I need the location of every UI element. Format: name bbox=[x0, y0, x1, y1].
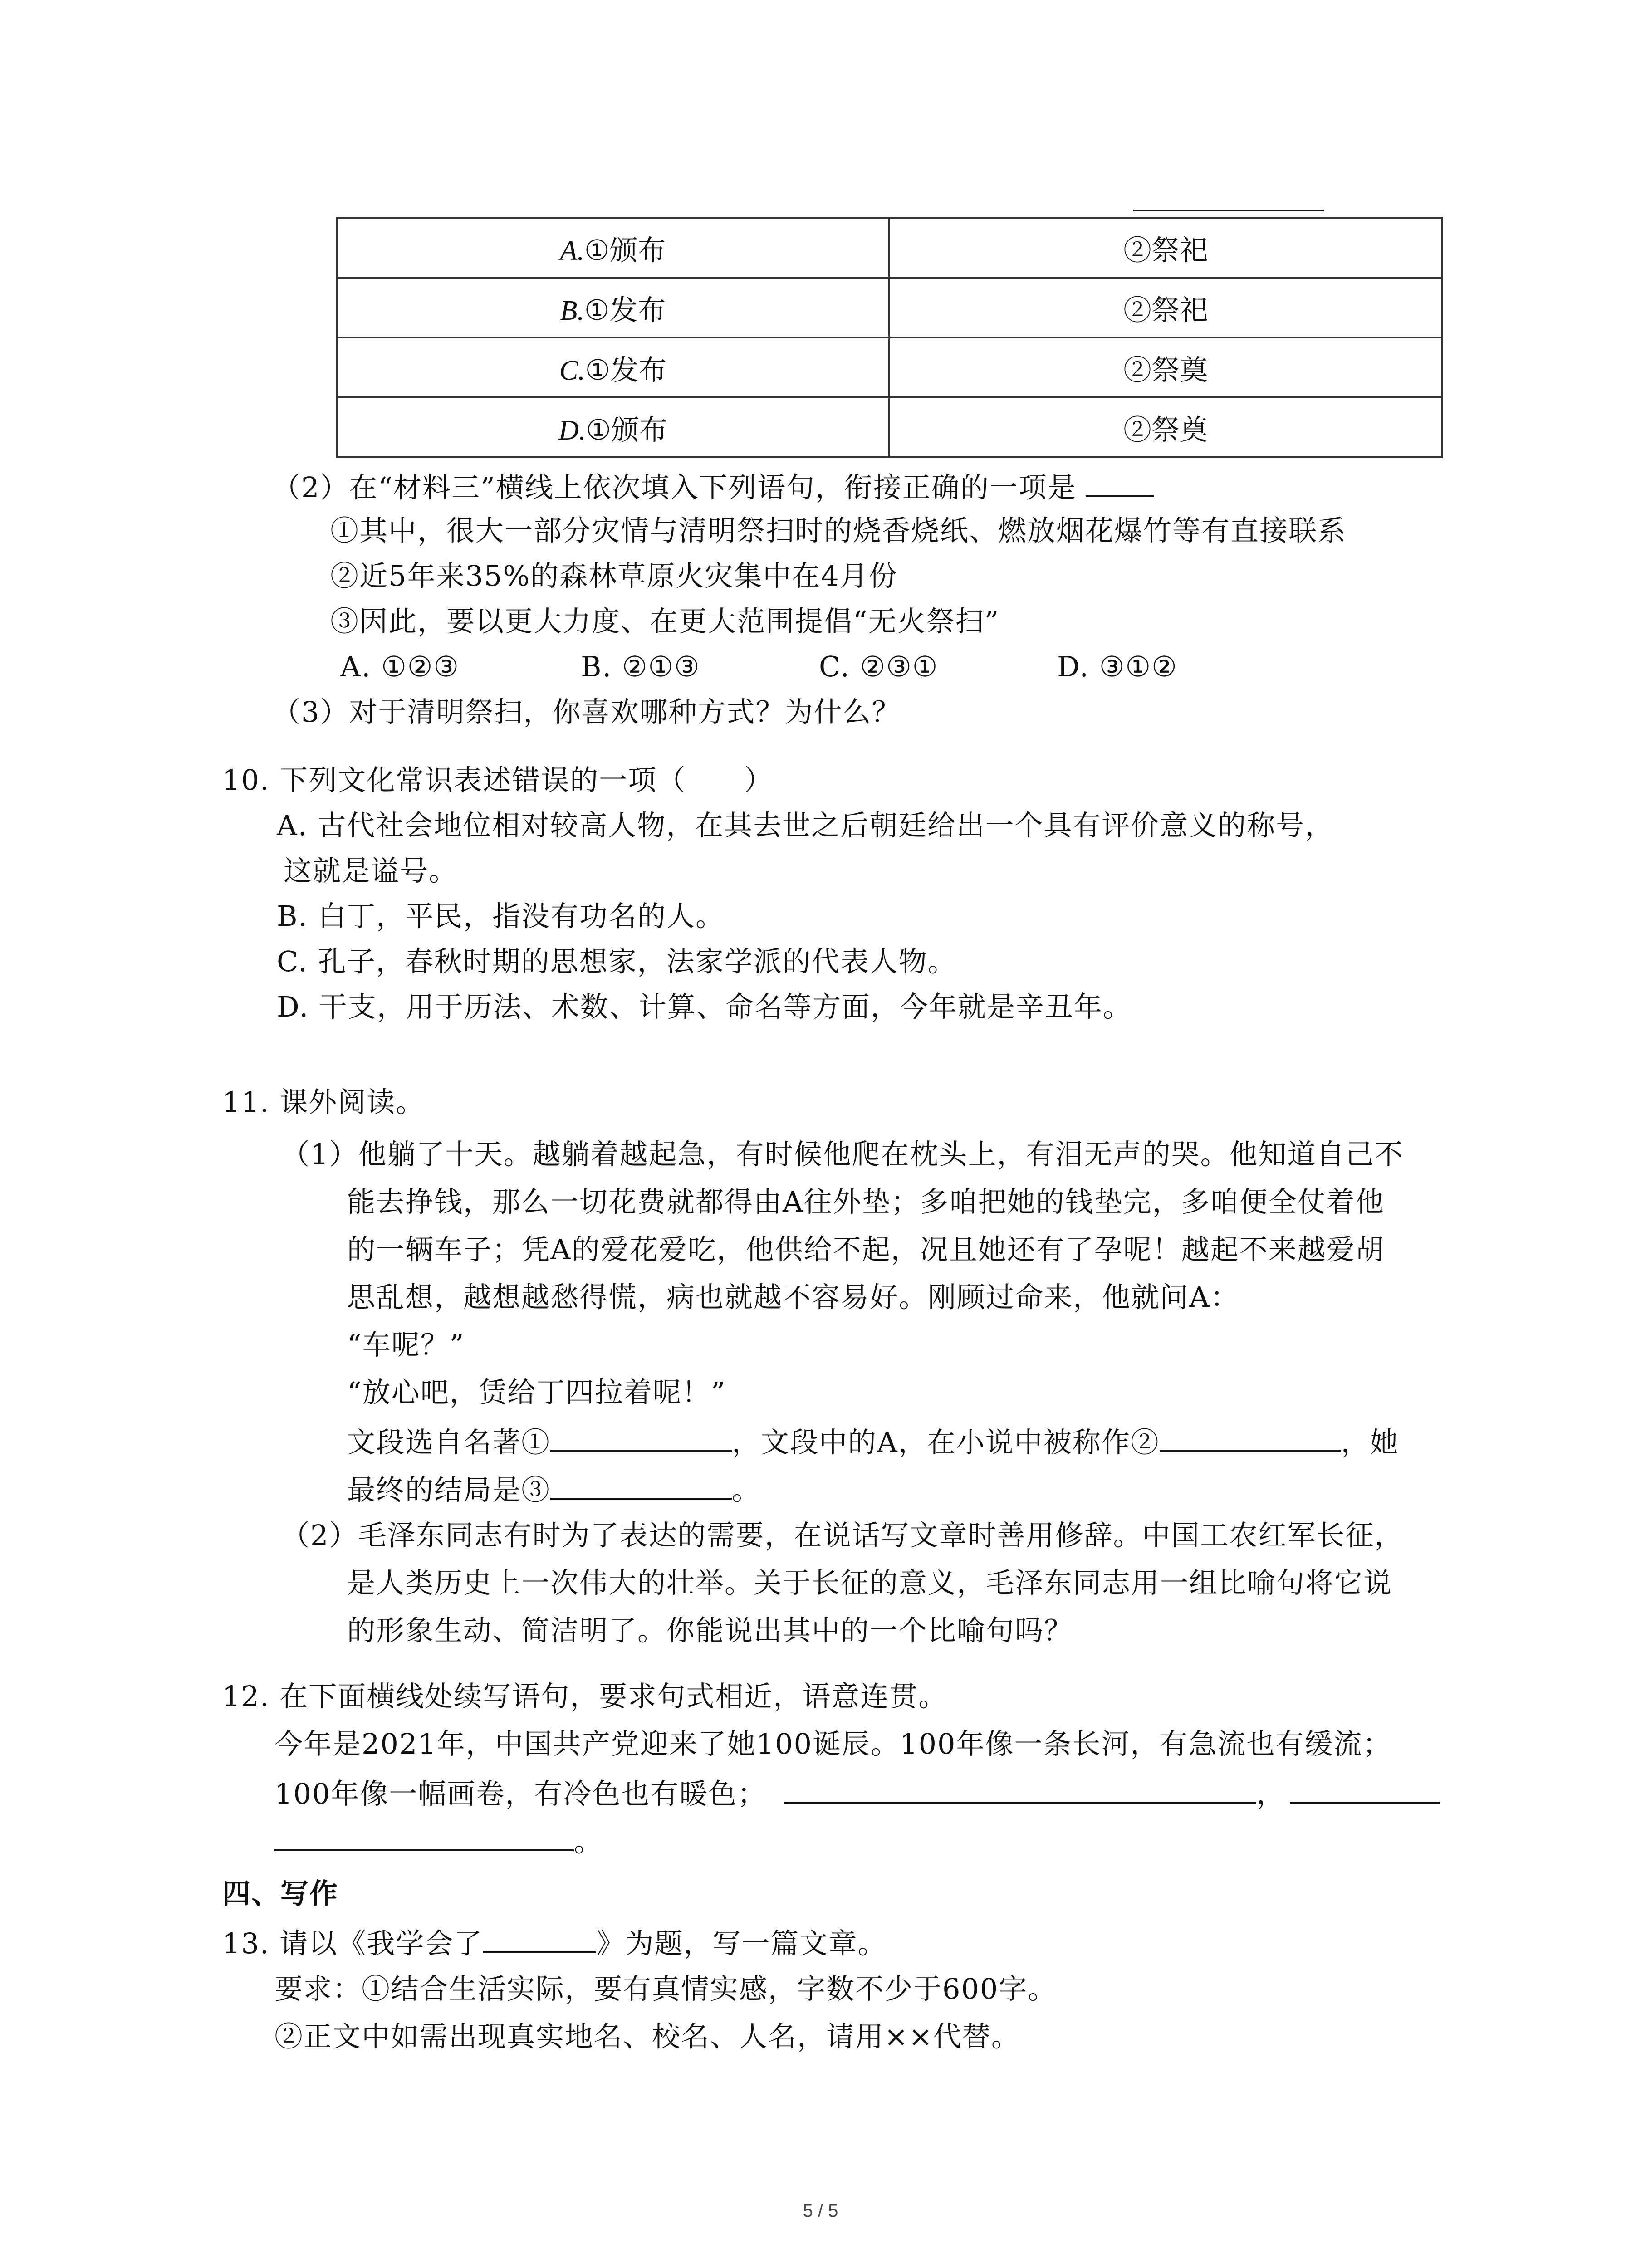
section-heading: 四、写作 bbox=[222, 1877, 339, 1910]
q9-sentence-3: ③因此，要以更大力度、在更大范围提倡“无火祭扫” bbox=[330, 605, 1000, 638]
q13-requirement-1: 要求：①结合生活实际，要有真情实感，字数不少于600字。 bbox=[274, 1972, 1057, 2005]
q9-sentence-1: ①其中，很大一部分灾情与清明祭扫时的烧香烧纸、燃放烟花爆竹等有直接联系 bbox=[330, 514, 1347, 547]
q12-line2: 100年像一幅画卷，有冷色也有暖色； ， bbox=[274, 1774, 1440, 1812]
q10-option-a-cont: 这就是谥号。 bbox=[284, 854, 458, 887]
table-cell: D.①颁布 bbox=[337, 397, 889, 457]
table-cell: ②祭奠 bbox=[889, 397, 1442, 457]
answer-blank bbox=[483, 1923, 596, 1953]
q11-fill-line1: 文段选自名著① ，文段中的A，在小说中被称作② ，她 bbox=[347, 1422, 1399, 1461]
q10-option-a: A. 古代社会地位相对较高人物，在其去世之后朝廷给出一个具有评价意义的称号， bbox=[277, 809, 1334, 842]
answer-blank-line bbox=[1133, 210, 1324, 211]
q9-option-c: C. ②③① bbox=[819, 650, 939, 683]
q11-quote-2: “放心吧，赁给丁四拉着呢！” bbox=[347, 1376, 726, 1409]
answer-blank bbox=[784, 1774, 1256, 1804]
q11-fill-line2: 最终的结局是③ 。 bbox=[347, 1470, 761, 1508]
table-cell: C.①发布 bbox=[337, 337, 889, 397]
q9-sentence-2: ②近5年来35%的森林草原火灾集中在4月份 bbox=[330, 559, 898, 592]
q9-option-d: D. ③①② bbox=[1057, 650, 1178, 683]
q11-p1-line3: 的一辆车子；凭A的爱花爱吃，他供给不起，况且她还有了孕呢！越起不来越爱胡 bbox=[347, 1233, 1385, 1266]
q13-stem: 13. 请以《我学会了 》为题，写一篇文章。 bbox=[222, 1923, 887, 1962]
answer-blank bbox=[274, 1821, 574, 1851]
table-cell: ②祭祀 bbox=[889, 278, 1442, 337]
q11-p2-line1: （2）毛泽东同志有时为了表达的需要，在说话写文章时善用修辞。中国工农红军长征， bbox=[281, 1519, 1404, 1552]
q11-p2-line2: 是人类历史上一次伟大的壮举。关于长征的意义，毛泽东同志用一组比喻句将它说 bbox=[347, 1566, 1393, 1599]
table-row bbox=[337, 218, 1442, 278]
q10-stem: 10. 下列文化常识表述错误的一项（ ） bbox=[222, 763, 774, 797]
answer-blank bbox=[550, 1470, 732, 1500]
table-cell: ②祭奠 bbox=[889, 337, 1442, 397]
page-number: 5 / 5 bbox=[803, 2201, 838, 2221]
table-row bbox=[337, 278, 1442, 337]
q10-option-d: D. 干支，用于历法、术数、计算、命名等方面，今年就是辛丑年。 bbox=[277, 990, 1132, 1023]
q12-line3: 。 bbox=[274, 1821, 603, 1860]
q11-p2-line3: 的形象生动、简洁明了。你能说出其中的一个比喻句吗？ bbox=[347, 1614, 1073, 1647]
q11-quote-1: “车呢？” bbox=[347, 1328, 465, 1361]
option-table bbox=[336, 217, 1443, 458]
q9-part2: （2）在“材料三”横线上依次填入下列语句，衔接正确的一项是 bbox=[272, 467, 1154, 506]
q10-option-c: C. 孔子，春秋时期的思想家，法家学派的代表人物。 bbox=[277, 945, 957, 978]
q10-option-b: B. 白丁，平民，指没有功名的人。 bbox=[277, 899, 725, 933]
table-row bbox=[337, 337, 1442, 397]
q11-p1-line2: 能去挣钱，那么一切花费就都得由A往外垫；多咱把她的钱垫完，多咱便全仗着他 bbox=[347, 1185, 1385, 1218]
table-cell: B.①发布 bbox=[337, 278, 889, 337]
q9-option-a: A. ①②③ bbox=[340, 650, 460, 683]
answer-blank bbox=[550, 1422, 732, 1452]
q11-p1-line4: 思乱想，越想越愁得慌，病也就越不容易好。刚顾过命来，他就问A： bbox=[347, 1281, 1239, 1314]
answer-blank bbox=[1290, 1774, 1440, 1804]
q12-line1: 今年是2021年，中国共产党迎来了她100诞辰。100年像一条长河，有急流也有缓流； bbox=[274, 1727, 1392, 1760]
q12-stem: 12. 在下面横线处续写语句，要求句式相近，语意连贯。 bbox=[222, 1680, 948, 1713]
q11-p1-line1: （1）他躺了十天。越躺着越起急，有时候他爬在枕头上，有泪无声的哭。他知道自己不 bbox=[281, 1138, 1404, 1171]
q9-option-b: B. ②①③ bbox=[581, 650, 700, 683]
q9-part3: （3）对于清明祭扫，你喜欢哪种方式？为什么？ bbox=[272, 695, 901, 728]
answer-blank bbox=[1160, 1422, 1341, 1452]
table-cell: ②祭祀 bbox=[889, 218, 1442, 278]
q11-stem: 11. 课外阅读。 bbox=[222, 1085, 425, 1119]
table-cell: A.①颁布 bbox=[337, 218, 889, 278]
table-row bbox=[337, 397, 1442, 457]
answer-blank bbox=[1086, 467, 1154, 497]
q13-requirement-2: ②正文中如需出现真实地名、校名、人名，请用××代替。 bbox=[274, 2020, 1020, 2053]
